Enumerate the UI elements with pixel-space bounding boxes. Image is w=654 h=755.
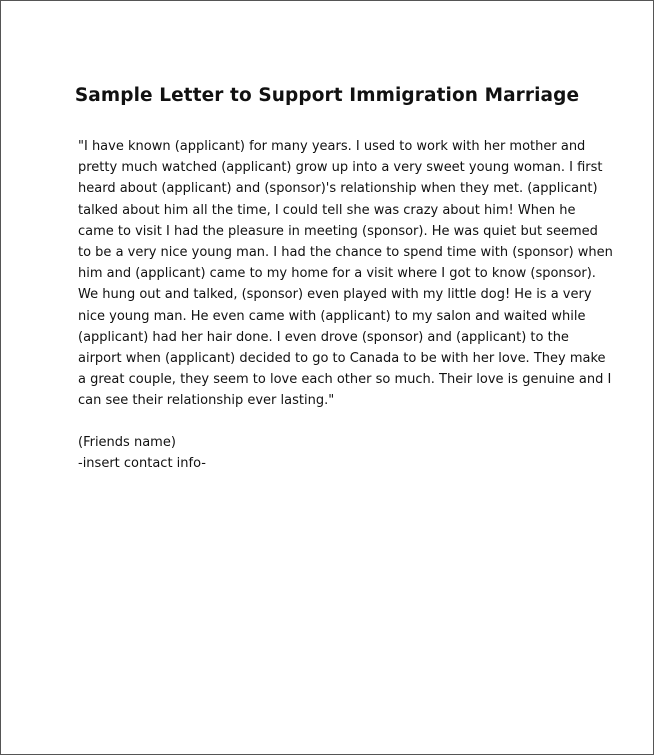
body-line: can see their relationship ever lasting.": [78, 393, 335, 409]
contact-info: -insert contact info-: [78, 456, 206, 472]
body-line: (applicant) had her hair done. I even drove (sponsor) and (applicant) to the: [78, 329, 569, 345]
signature-block: [78, 432, 478, 474]
body-line: pretty much watched (applicant) grow up into a very sweet young woman. I first: [78, 160, 603, 176]
body-line: nice young man. He even came with (applicant) to my salon and waited while: [78, 308, 586, 324]
signature-name: (Friends name): [78, 435, 176, 450]
body-line: a great couple, they seem to love each other so much. Their love is genuine and I: [78, 372, 612, 388]
body-line: came to visit I had the pleasure in meeting (sponsor). He was quiet but seemed: [78, 223, 598, 239]
body-line: "I have known (applicant) for many years. I used to work with her mother and: [78, 139, 586, 154]
body-line: him and (applicant) came to my home for a visit where I got to know (sponsor).: [78, 266, 596, 282]
letter-body: [78, 136, 613, 412]
body-line: airport when (applicant) decided to go to Canada to be with her love. They make: [78, 351, 606, 367]
letter-title: Sample Letter to Support Immigration Marriage: [74, 85, 580, 106]
body-line: to be a very nice young man. I had the chance to spend time with (sponsor) when: [78, 245, 613, 261]
body-line: We hung out and talked, (sponsor) even played with my little dog! He is a very: [78, 287, 592, 303]
body-line: heard about (applicant) and (sponsor)'s relationship when they met. (applicant): [78, 181, 598, 197]
body-line: talked about him all the time, I could tell she was crazy about him! When he: [78, 202, 576, 218]
